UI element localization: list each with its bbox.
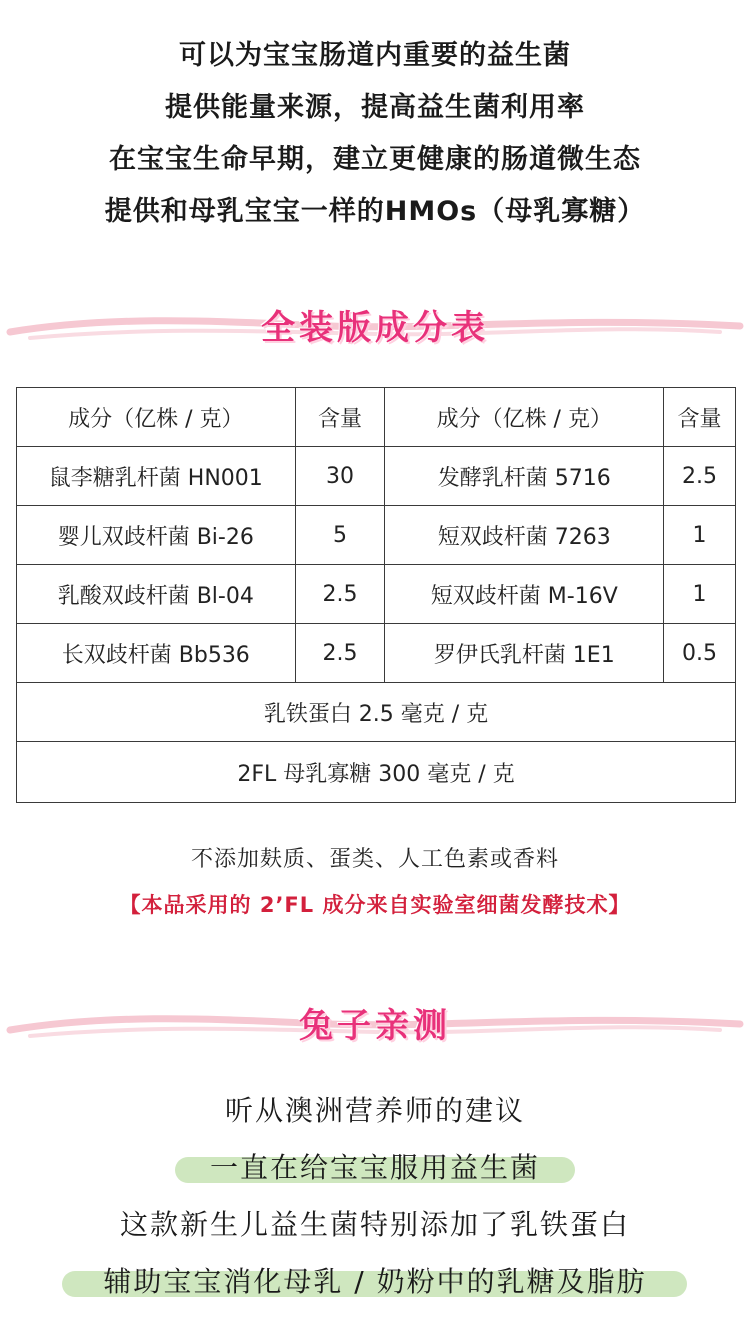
intro-line: 在宝宝生命早期，建立更健康的肠道微生态	[109, 144, 641, 175]
review-line-text: 一直在给宝宝服用益生菌	[209, 1151, 540, 1184]
table-cell: 罗伊氏乳杆菌 1E1	[385, 624, 664, 683]
section-header-review	[0, 990, 750, 1060]
table-cell-full: 乳铁蛋白 2.5 毫克 / 克	[17, 683, 736, 742]
table-cell: 乳酸双歧杆菌 Bl-04	[17, 565, 296, 624]
intro-line: 提供和母乳宝宝一样的HMOs（母乳寡糖）	[104, 196, 646, 227]
table-cell: 发酵乳杆菌 5716	[385, 447, 664, 506]
intro-text	[0, 30, 750, 238]
ingredients-table	[16, 387, 736, 803]
table-cell: 30	[295, 447, 385, 506]
table-cell-full: 2FL 母乳寡糖 300 毫克 / 克	[17, 742, 736, 803]
table-cell: 短双歧杆菌 7263	[385, 506, 664, 565]
table-row	[17, 565, 736, 624]
table-cell: 2.5	[295, 624, 385, 683]
column-header: 含量	[664, 388, 736, 447]
intro-line: 提供能量来源，提高益生菌利用率	[165, 92, 585, 123]
table-cell: 1	[664, 565, 736, 624]
table-row-full	[17, 742, 736, 803]
review-line-highlighted	[0, 1253, 750, 1310]
table-cell: 1	[664, 506, 736, 565]
review-line-text: 这款新生儿益生菌特别添加了乳铁蛋白	[119, 1208, 630, 1241]
table-cell: 5	[295, 506, 385, 565]
table-row-full	[17, 683, 736, 742]
column-header: 含量	[295, 388, 385, 447]
section-header-ingredients	[0, 292, 750, 362]
table-cell: 短双歧杆菌 M-16V	[385, 565, 664, 624]
review-line-text: 听从澳洲营养师的建议	[224, 1094, 525, 1127]
table-row	[17, 624, 736, 683]
note-no-additives: 不添加麸质、蛋类、人工色素或香料	[190, 847, 559, 872]
review-line	[0, 1082, 750, 1139]
column-header: 成分（亿株 / 克）	[17, 388, 296, 447]
table-cell: 2.5	[664, 447, 736, 506]
note-2fl-source: 【本品采用的 2’FL 成分来自实验室细菌发酵技术】	[119, 893, 631, 917]
table-header-row	[17, 388, 736, 447]
table-cell: 0.5	[664, 624, 736, 683]
table-row	[17, 447, 736, 506]
review-line-highlighted	[0, 1139, 750, 1196]
review-line	[0, 1196, 750, 1253]
review-text	[0, 1082, 750, 1310]
column-header: 成分（亿株 / 克）	[385, 388, 664, 447]
table-cell: 婴儿双歧杆菌 Bi-26	[17, 506, 296, 565]
section-title: 兔子亲测	[299, 1006, 451, 1046]
intro-line: 可以为宝宝肠道内重要的益生菌	[179, 40, 571, 71]
table-cell: 2.5	[295, 565, 385, 624]
section-title: 全装版成分表	[261, 308, 489, 348]
table-row	[17, 506, 736, 565]
table-cell: 长双歧杆菌 Bb536	[17, 624, 296, 683]
table-cell: 鼠李糖乳杆菌 HN001	[17, 447, 296, 506]
review-line-text: 辅助宝宝消化母乳 / 奶粉中的乳糖及脂肪	[103, 1265, 647, 1298]
